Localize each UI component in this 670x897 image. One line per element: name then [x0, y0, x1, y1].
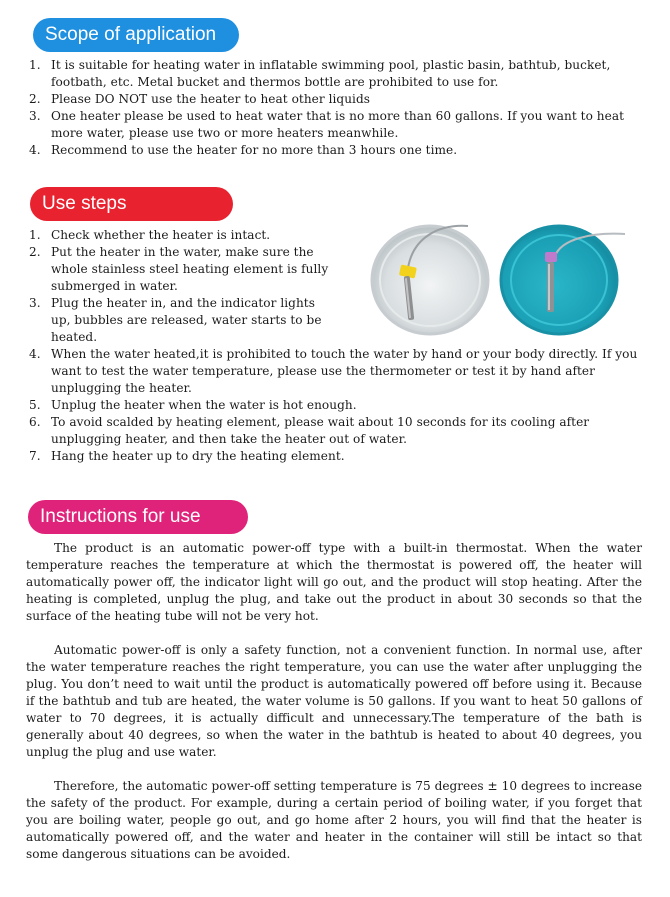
item-text: It is suitable for heating water in inflatable swimming pool, plastic basin, bathtub, bucket, footbath, etc. Metal bucket and thermos bottle are prohibited to use for. [51, 58, 611, 89]
item-text: One heater please be used to heat water that is no more than 60 gallons. If you want to heat more water, please use two or more heaters meanwhile. [51, 109, 625, 140]
use-steps-list-top [26, 227, 338, 346]
use-steps-list-bottom [26, 346, 642, 465]
list-item [26, 57, 642, 91]
item-number: 1. [29, 228, 41, 242]
list-item [26, 108, 642, 142]
item-text: When the water heated,it is prohibited to touch the water by hand or your body directly. If you want to test the water temperature, please use the thermometer or test it by hand after unplugging the heater. [51, 347, 638, 395]
list-item [26, 244, 338, 295]
list-item [26, 414, 642, 448]
item-text: Hang the heater up to dry the heating element. [51, 449, 345, 463]
item-text: Check whether the heater is intact. [51, 228, 271, 242]
item-number: 2. [29, 245, 41, 259]
item-number: 3. [29, 109, 41, 123]
instructions-heading: Instructions for use [28, 500, 248, 534]
item-number: 1. [29, 58, 41, 72]
instructions-paragraph-2: Automatic power-off is only a safety function, not a convenient function. In normal use, after the water temperature reaches the right temperature, you can use the water after unplugging the plug. You don’t need to wait until the product is automatically powered off before using it. Because if the bathtub and tub are heated, the water volume is 50 gallons. If you want to heat 50 gallons of water to 70 degrees, it is actually difficult and unnecessary.The temperature of the bath is generally about 40 degrees, so when the water in the bathtub is heated to about 40 degrees, you unplug the plug and use water. [26, 643, 642, 759]
instructions-paragraph-3: Therefore, the automatic power-off setting temperature is 75 degrees ± 10 degrees to increase the safety of the product. For example, during a certain period of boiling water, if you forget that you are boiling water, people go out, and go home after 2 hours, you will find that the heater is automatically powered off, and the water and heater in the container will still be intact so that some dangerous situations can be avoided. [26, 779, 642, 861]
use-steps-heading: Use steps [30, 187, 233, 221]
item-number: 4. [29, 143, 41, 157]
item-number: 7. [29, 449, 41, 463]
item-text: To avoid scalded by heating element, please wait about 10 seconds for its cooling after unplugging heater, and then take the heater out of water. [51, 415, 590, 446]
item-text: Unplug the heater when the water is hot enough. [51, 398, 357, 412]
list-item [26, 448, 642, 465]
list-item [26, 397, 642, 414]
list-item [26, 142, 642, 159]
item-number: 4. [29, 347, 41, 361]
list-item [26, 295, 338, 346]
teal-basin-photo [499, 218, 627, 336]
item-text: Recommend to use the heater for no more than 3 hours one time. [51, 143, 458, 157]
item-number: 3. [29, 296, 41, 310]
list-item [26, 227, 338, 244]
scope-list [26, 57, 642, 159]
list-item [26, 91, 642, 108]
item-number: 5. [29, 398, 41, 412]
white-bucket-photo [368, 218, 496, 336]
item-text: Plug the heater in, and the indicator lights up, bubbles are released, water starts to be heated. [51, 296, 322, 344]
list-item [26, 346, 642, 397]
item-text: Please DO NOT use the heater to heat other liquids [51, 92, 371, 106]
item-number: 6. [29, 415, 41, 429]
item-number: 2. [29, 92, 41, 106]
scope-heading: Scope of application [33, 18, 239, 52]
item-text: Put the heater in the water, make sure the whole stainless steel heating element is fully submerged in water. [51, 245, 329, 293]
instructions-paragraph-1: The product is an automatic power-off type with a built-in thermostat. When the water temperature reaches the temperature at which the thermostat is powered off, the heater will automatically power off, the indicator light will go out, and the product will stop heating. After the heating is completed, unplug the plug, and take out the product in about 30 seconds so that the surface of the heating tube will not be very hot. [26, 541, 642, 623]
